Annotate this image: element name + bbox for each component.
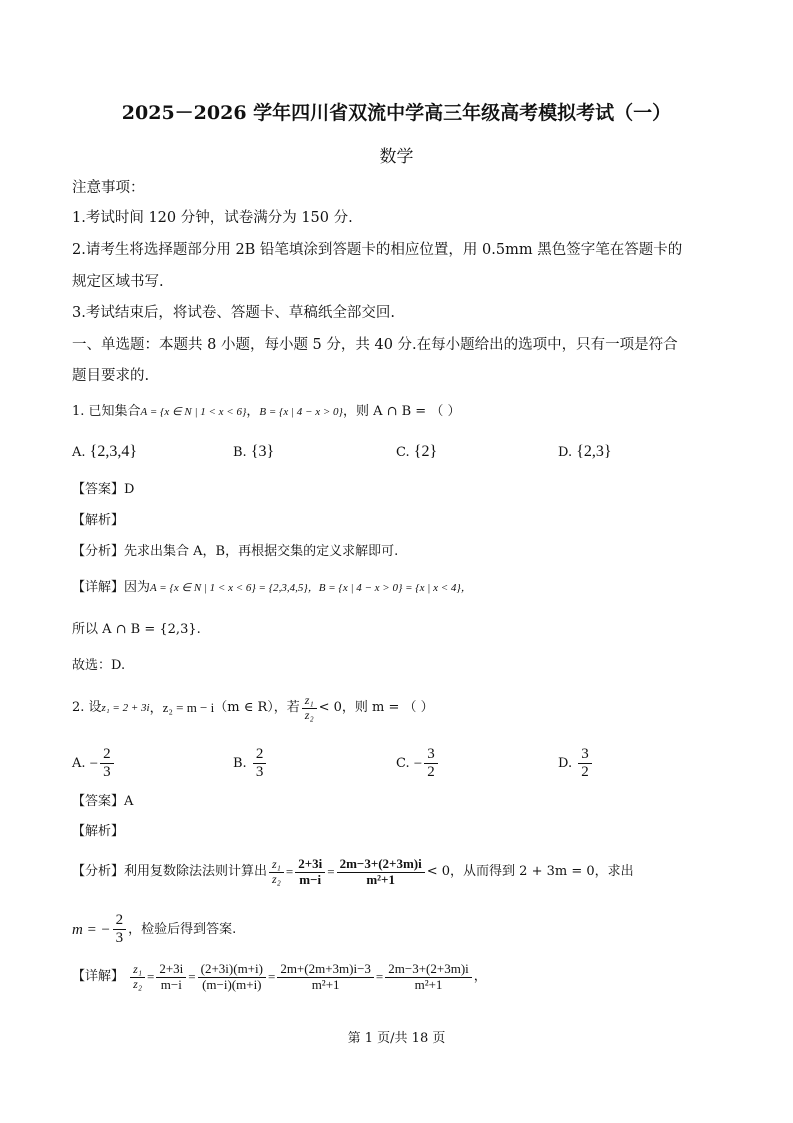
equals: = [375,969,384,985]
option-value: {2,3} [576,443,612,460]
m-prefix: m = − [72,921,111,938]
numerator: 2 [253,746,267,764]
q2-analysis-tag: 【解析】 [72,824,125,839]
option-value: {3} [250,443,275,460]
denominator: m²+1 [414,976,443,992]
q2-condition: （m ∈ R），若 [214,700,300,716]
option-label: A. [72,445,86,460]
option-fraction [253,746,267,782]
q2-detail [72,962,487,993]
q2-option-d [558,746,594,782]
option-label: D. [558,445,573,460]
equals: = [285,864,294,880]
option-label: B. [233,445,247,460]
option-label: B. [233,755,247,771]
numerator: 2m+(2m+3m)i−3 [277,962,374,978]
q1-detail-set-a: A = {x ∈ N | 1 < x < 6} = {2,3,4,5} [150,582,308,594]
denominator: 3 [103,764,111,781]
section-heading: 一、单选题：本题共 8 小题，每小题 5 分，共 40 分.在每小题给出的选项中，只有一项是符合 [72,337,678,353]
numerator: z₁ [130,963,145,978]
q1-fenxi: 【分析】先求出集合 A，B，再根据交集的定义求解即可. [72,544,399,559]
denominator: (m−i)(m+i) [202,976,262,992]
q1-choose: 故选：D. [72,658,126,673]
equals: = [327,864,335,880]
detail-fraction-4 [277,962,374,993]
fenxi-fraction-1 [269,858,284,887]
denominator: 2 [427,764,435,781]
numerator: 2 [113,912,127,930]
denominator: 3 [115,930,124,947]
denominator: m−i [299,871,322,887]
option-fraction [424,746,438,782]
question-2-stem [72,694,434,723]
page-number: 第 1 页/共 18 页 [347,1031,446,1046]
q2-fenxi [72,857,634,888]
option-label: D. [558,755,573,771]
q1-detail-prefix: 【详解】因为 [72,580,151,595]
q1-prefix: 1. 已知集合 [72,404,141,419]
q2-answer: 【答案】A [72,794,134,809]
q1-result: 所以 A ∩ B = {2,3}. [72,622,201,637]
option-value: {2,3,4} [89,443,138,460]
q2-fraction [302,694,317,723]
numerator: 2m−3+(2+3m)i [337,857,425,873]
section-heading-cont: 题目要求的. [72,368,150,384]
numerator: 3 [578,746,592,764]
numerator: 3 [424,746,438,764]
detail-fraction-3 [198,962,266,993]
m-tail: ，检验后得到答案. [128,921,237,937]
notice-item-2: 2.请考生将选择题部分用 2B 铅笔填涂到答题卡的相应位置，用 0.5mm 黑色签字笔在答题卡的 [72,242,683,258]
numerator: 2+3i [295,857,325,873]
detail-fraction-1 [130,963,145,992]
detail-tail: ， [473,969,487,985]
q2-detail-tag: 【详解】 [72,969,125,985]
numerator: z₁ [302,694,317,709]
numerator: 2 [100,746,114,764]
numerator: z₁ [269,858,284,873]
notice-heading: 注意事项： [72,180,145,196]
q1-answer: 【答案】D [72,482,135,497]
option-value: {2} [413,443,438,460]
q2-prefix: 2. 设 [72,700,102,716]
q1-option-a [72,443,137,462]
denominator: z₂ [304,707,314,722]
option-fraction [578,746,592,782]
q1-set-a: A = {x ∈ N | 1 < x < 6} [140,406,247,418]
numerator: (2+3i)(m+i) [198,962,266,978]
q1-ask: ，则 A ∩ B = （ ） [342,404,461,419]
q1-analysis-tag: 【解析】 [72,513,125,528]
detail-fraction-2 [156,962,186,993]
notice-item-2-cont: 规定区域书写. [72,274,164,290]
option-label: C. [396,755,410,771]
q2-option-c [396,746,440,782]
q2-fenxi-tail: < 0，从而得到 2 + 3m = 0，求出 [426,864,634,880]
notice-item-3: 3.考试结束后，将试卷、答题卡、草稿纸全部交回. [72,305,395,321]
q1-option-b [233,443,274,462]
q2-option-b [233,746,268,782]
option-sign: − [413,755,423,772]
denominator: z₂ [272,871,281,886]
q2-inequality: < 0，则 m = （ ） [318,700,434,716]
denominator: 2 [581,764,589,781]
option-label: C. [396,445,410,460]
denominator: m−i [160,976,182,992]
q2-fenxi-prefix: 【分析】利用复数除法法则计算出 [72,864,268,880]
denominator: 3 [255,764,264,781]
option-label: A. [72,755,86,771]
q1-set-b: B = {x | 4 − x > 0} [259,406,343,418]
subject-title: 数学 [379,147,414,167]
q2-option-a [72,746,116,782]
fenxi-fraction-3 [337,857,425,888]
option-fraction [100,746,114,782]
q1-separator: ， [246,404,260,419]
equals: = [147,969,155,985]
question-1-stem [72,403,460,421]
q2-z2: ，z₂ = m − i [149,700,215,716]
q1-detail-set-b: ，B = {x | 4 − x > 0} = {x | x < 4}， [307,582,472,594]
q1-detail [72,579,472,597]
q2-m-value [72,912,236,948]
numerator: 2+3i [156,962,186,978]
option-sign: − [89,755,99,772]
detail-fraction-5 [385,962,472,993]
fenxi-fraction-2 [295,857,325,888]
exam-title: 2025－2026 学年四川省双流中学高三年级高考模拟考试（一） [121,102,672,124]
denominator: m²+1 [366,871,395,887]
denominator: z₂ [133,976,142,991]
denominator: m²+1 [311,976,340,992]
q1-option-c [396,443,437,462]
q2-z1: z₁ = 2 + 3i [101,702,150,715]
equals: = [188,969,196,985]
q1-option-d [558,443,612,462]
m-fraction [113,912,127,948]
notice-item-1: 1.考试时间 120 分钟，试卷满分为 150 分. [72,210,353,226]
numerator: 2m−3+(2+3m)i [385,962,472,978]
equals: = [267,969,276,985]
